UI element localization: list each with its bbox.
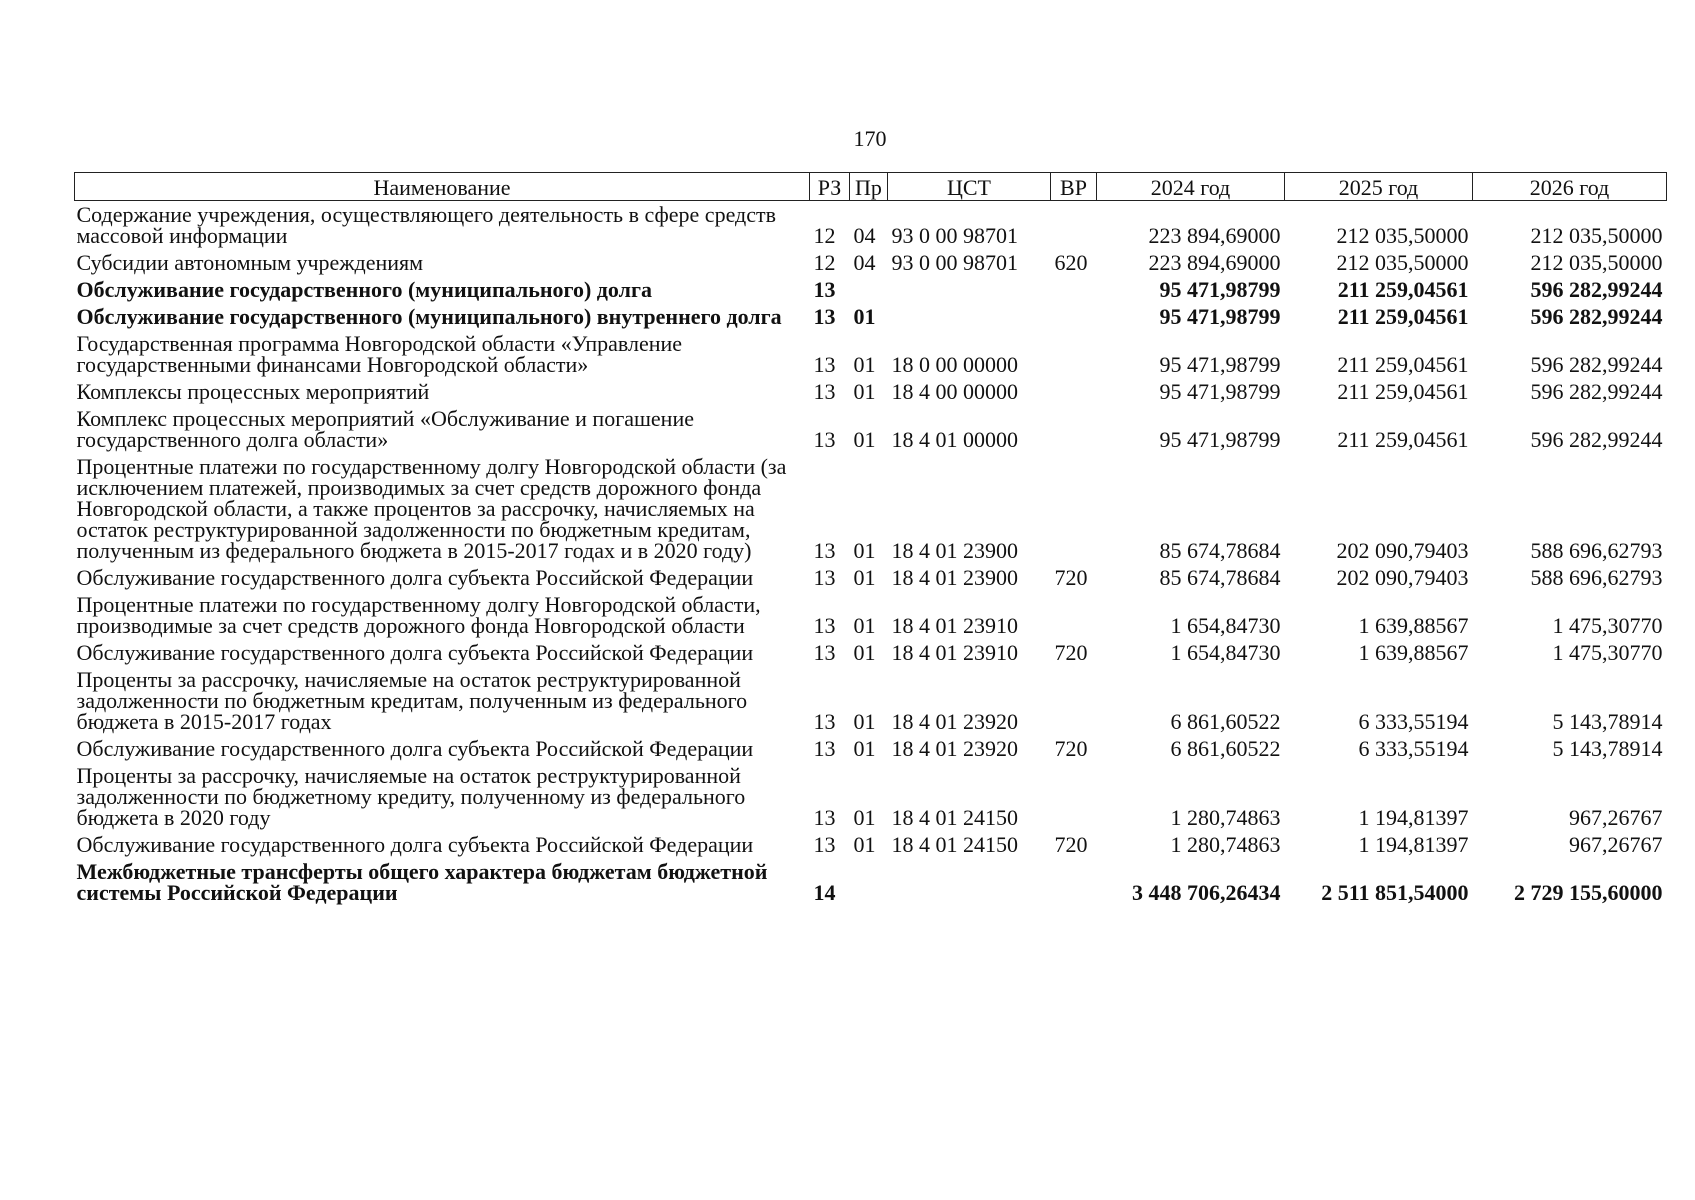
cell-vr: 720 bbox=[1054, 640, 1088, 665]
cell-pr: 04 bbox=[853, 223, 876, 248]
cell-name: Процентные платежи по государственному долгу Новгородской области, производимые за счет средств дорожного фонда Новгородской области bbox=[76, 592, 761, 638]
cell-pr bbox=[850, 276, 888, 303]
table-body bbox=[75, 201, 1667, 907]
cell-cst bbox=[888, 858, 1051, 906]
cell-cst: 18 4 01 23910 bbox=[891, 613, 1018, 638]
table-row bbox=[75, 564, 1667, 591]
cell-y2025: 1 639,88567 bbox=[1358, 640, 1469, 665]
header-pr: Пр bbox=[850, 173, 888, 201]
cell-vr bbox=[1051, 453, 1097, 564]
cell-vr bbox=[1051, 303, 1097, 330]
cell-y2026: 967,26767 bbox=[1569, 805, 1663, 830]
cell-y2026: 596 282,99244 bbox=[1530, 304, 1663, 329]
cell-pr: 01 bbox=[853, 709, 876, 734]
cell-name: Процентные платежи по государственному долгу Новгородской области (за исключением платежей, производимых за счет средств дорожного фонда Новгородской области, а также процентов за рассрочку, начисляемых на остаток реструктурированной задолженности по бюджетным кредитам, полученным из федерального бюджета в 2015-2017 годах и в 2020 году) bbox=[76, 454, 787, 563]
cell-pr: 01 bbox=[853, 640, 876, 665]
cell-y2025: 1 194,81397 bbox=[1358, 805, 1469, 830]
cell-y2026: 596 282,99244 bbox=[1530, 427, 1663, 452]
cell-y2024: 85 674,78684 bbox=[1159, 538, 1281, 563]
cell-y2024: 1 654,84730 bbox=[1170, 640, 1281, 665]
cell-name: Обслуживание государственного долга субъекта Российской Федерации bbox=[76, 832, 754, 857]
cell-y2024: 95 471,98799 bbox=[1159, 427, 1281, 452]
cell-y2024: 3 448 706,26434 bbox=[1132, 880, 1281, 905]
cell-y2025: 211 259,04561 bbox=[1337, 379, 1469, 404]
table-row bbox=[75, 762, 1667, 831]
cell-name: Государственная программа Новгородской области «Управление государственными финансами Новгородской области» bbox=[76, 331, 683, 377]
cell-y2026: 596 282,99244 bbox=[1530, 277, 1663, 302]
cell-cst: 93 0 00 98701 bbox=[891, 223, 1018, 248]
cell-y2026: 212 035,50000 bbox=[1530, 250, 1663, 275]
table-row bbox=[75, 858, 1667, 906]
cell-pr: 01 bbox=[853, 805, 876, 830]
cell-y2026: 588 696,62793 bbox=[1530, 538, 1663, 563]
cell-y2026: 588 696,62793 bbox=[1530, 565, 1663, 590]
cell-name: Межбюджетные трансферты общего характера бюджетам бюджетной системы Российской Федерации bbox=[76, 859, 768, 905]
cell-pr: 01 bbox=[853, 736, 876, 761]
cell-cst: 18 4 01 23900 bbox=[891, 565, 1018, 590]
table-row bbox=[75, 405, 1667, 453]
header-cst: ЦСТ bbox=[888, 173, 1051, 201]
cell-rz: 13 bbox=[813, 379, 836, 404]
cell-vr bbox=[1051, 762, 1097, 831]
cell-cst: 18 4 01 24150 bbox=[891, 832, 1018, 857]
cell-cst: 18 4 01 24150 bbox=[891, 805, 1018, 830]
cell-y2026: 5 143,78914 bbox=[1552, 709, 1663, 734]
cell-rz: 13 bbox=[813, 538, 836, 563]
cell-vr bbox=[1051, 666, 1097, 735]
table-row bbox=[75, 453, 1667, 564]
cell-vr bbox=[1051, 276, 1097, 303]
cell-rz: 13 bbox=[813, 736, 836, 761]
cell-name: Обслуживание государственного долга субъекта Российской Федерации bbox=[76, 736, 754, 761]
cell-cst: 18 4 01 23920 bbox=[891, 736, 1018, 761]
cell-pr: 01 bbox=[853, 379, 876, 404]
cell-y2025: 211 259,04561 bbox=[1337, 277, 1469, 302]
cell-name: Субсидии автономным учреждениям bbox=[76, 250, 424, 275]
cell-y2025: 212 035,50000 bbox=[1336, 223, 1469, 248]
cell-vr bbox=[1051, 378, 1097, 405]
cell-vr: 720 bbox=[1054, 832, 1088, 857]
cell-vr bbox=[1051, 405, 1097, 453]
cell-name: Обслуживание государственного (муниципального) внутреннего долга bbox=[76, 304, 782, 329]
cell-y2026: 2 729 155,60000 bbox=[1514, 880, 1663, 905]
table-header-row bbox=[75, 173, 1667, 201]
cell-rz: 12 bbox=[813, 250, 836, 275]
header-name: Наименование bbox=[75, 173, 810, 201]
table-row bbox=[75, 639, 1667, 666]
cell-y2024: 1 280,74863 bbox=[1170, 805, 1281, 830]
cell-y2025: 6 333,55194 bbox=[1358, 709, 1469, 734]
cell-pr: 01 bbox=[853, 427, 876, 452]
cell-y2024: 95 471,98799 bbox=[1159, 277, 1281, 302]
table-row bbox=[75, 303, 1667, 330]
cell-cst: 18 4 01 00000 bbox=[891, 427, 1018, 452]
cell-y2025: 6 333,55194 bbox=[1358, 736, 1469, 761]
cell-y2026: 1 475,30770 bbox=[1552, 640, 1663, 665]
table-row bbox=[75, 249, 1667, 276]
cell-y2026: 967,26767 bbox=[1569, 832, 1663, 857]
cell-cst: 18 4 01 23910 bbox=[891, 640, 1018, 665]
cell-rz: 12 bbox=[813, 223, 836, 248]
cell-y2025: 1 194,81397 bbox=[1358, 832, 1469, 857]
cell-y2026: 5 143,78914 bbox=[1552, 736, 1663, 761]
cell-pr: 04 bbox=[853, 250, 876, 275]
cell-rz: 13 bbox=[813, 805, 836, 830]
cell-y2025: 212 035,50000 bbox=[1336, 250, 1469, 275]
cell-pr: 01 bbox=[853, 613, 876, 638]
cell-rz: 13 bbox=[813, 613, 836, 638]
cell-vr bbox=[1051, 201, 1097, 250]
cell-vr: 720 bbox=[1054, 565, 1088, 590]
cell-name: Обслуживание государственного долга субъекта Российской Федерации bbox=[76, 640, 754, 665]
cell-name: Комплекс процессных мероприятий «Обслуживание и погашение государственного долга области» bbox=[76, 406, 694, 452]
cell-vr bbox=[1051, 858, 1097, 906]
cell-rz: 13 bbox=[813, 709, 836, 734]
cell-y2025: 211 259,04561 bbox=[1337, 427, 1469, 452]
cell-y2025: 211 259,04561 bbox=[1337, 304, 1469, 329]
cell-pr: 01 bbox=[853, 565, 876, 590]
cell-y2024: 1 654,84730 bbox=[1170, 613, 1281, 638]
table-row bbox=[75, 666, 1667, 735]
table-row bbox=[75, 201, 1667, 250]
cell-cst bbox=[888, 276, 1051, 303]
table-row bbox=[75, 330, 1667, 378]
cell-y2025: 202 090,79403 bbox=[1336, 538, 1469, 563]
cell-name: Содержание учреждения, осуществляющего деятельность в сфере средств массовой информации bbox=[76, 202, 776, 248]
cell-y2024: 6 861,60522 bbox=[1170, 736, 1281, 761]
cell-rz: 13 bbox=[813, 304, 836, 329]
header-2026: 2026 год bbox=[1473, 173, 1667, 201]
cell-name: Обслуживание государственного (муниципального) долга bbox=[76, 277, 652, 302]
cell-rz: 13 bbox=[813, 565, 836, 590]
cell-pr: 01 bbox=[853, 352, 876, 377]
page-number: 170 bbox=[853, 126, 887, 151]
cell-name: Обслуживание государственного долга субъекта Российской Федерации bbox=[76, 565, 754, 590]
cell-pr: 01 bbox=[853, 304, 876, 329]
header-vr: ВР bbox=[1051, 173, 1097, 201]
table-row bbox=[75, 735, 1667, 762]
cell-y2026: 212 035,50000 bbox=[1530, 223, 1663, 248]
cell-y2024: 1 280,74863 bbox=[1170, 832, 1281, 857]
table-row bbox=[75, 378, 1667, 405]
cell-cst: 18 4 01 23900 bbox=[891, 538, 1018, 563]
cell-y2026: 1 475,30770 bbox=[1552, 613, 1663, 638]
cell-cst: 93 0 00 98701 bbox=[891, 250, 1018, 275]
cell-name: Проценты за рассрочку, начисляемые на остаток реструктурированной задолженности по бюджетному кредиту, полученному из федерального бюджета в 2020 году bbox=[76, 763, 746, 830]
cell-cst: 18 4 01 23920 bbox=[891, 709, 1018, 734]
cell-cst: 18 0 00 00000 bbox=[891, 352, 1018, 377]
cell-y2024: 223 894,69000 bbox=[1148, 223, 1281, 248]
cell-y2024: 95 471,98799 bbox=[1159, 379, 1281, 404]
header-2025: 2025 год bbox=[1285, 173, 1473, 201]
cell-vr: 720 bbox=[1054, 736, 1088, 761]
cell-rz: 13 bbox=[813, 352, 836, 377]
cell-rz: 14 bbox=[813, 880, 836, 905]
cell-vr bbox=[1051, 330, 1097, 378]
table-row bbox=[75, 591, 1667, 639]
cell-cst: 18 4 00 00000 bbox=[891, 379, 1018, 404]
cell-cst bbox=[888, 303, 1051, 330]
cell-y2026: 596 282,99244 bbox=[1530, 352, 1663, 377]
cell-rz: 13 bbox=[813, 277, 836, 302]
cell-rz: 13 bbox=[813, 427, 836, 452]
cell-y2025: 211 259,04561 bbox=[1337, 352, 1469, 377]
cell-y2024: 95 471,98799 bbox=[1159, 304, 1281, 329]
cell-rz: 13 bbox=[813, 640, 836, 665]
cell-y2025: 2 511 851,54000 bbox=[1321, 880, 1469, 905]
budget-table bbox=[74, 172, 1667, 906]
cell-pr: 01 bbox=[853, 832, 876, 857]
cell-y2025: 202 090,79403 bbox=[1336, 565, 1469, 590]
cell-rz: 13 bbox=[813, 832, 836, 857]
cell-vr bbox=[1051, 591, 1097, 639]
header-rz: РЗ bbox=[810, 173, 850, 201]
cell-pr bbox=[850, 858, 888, 906]
header-2024: 2024 год bbox=[1097, 173, 1285, 201]
cell-y2024: 85 674,78684 bbox=[1159, 565, 1281, 590]
table-row bbox=[75, 831, 1667, 858]
cell-y2024: 95 471,98799 bbox=[1159, 352, 1281, 377]
cell-pr: 01 bbox=[853, 538, 876, 563]
cell-y2024: 6 861,60522 bbox=[1170, 709, 1281, 734]
cell-y2026: 596 282,99244 bbox=[1530, 379, 1663, 404]
cell-vr: 620 bbox=[1054, 250, 1088, 275]
cell-name: Проценты за рассрочку, начисляемые на остаток реструктурированной задолженности по бюджетным кредитам, полученным из федерального бюджета в 2015-2017 годах bbox=[76, 667, 748, 734]
cell-y2024: 223 894,69000 bbox=[1148, 250, 1281, 275]
cell-y2025: 1 639,88567 bbox=[1358, 613, 1469, 638]
cell-name: Комплексы процессных мероприятий bbox=[76, 379, 430, 404]
table-row bbox=[75, 276, 1667, 303]
